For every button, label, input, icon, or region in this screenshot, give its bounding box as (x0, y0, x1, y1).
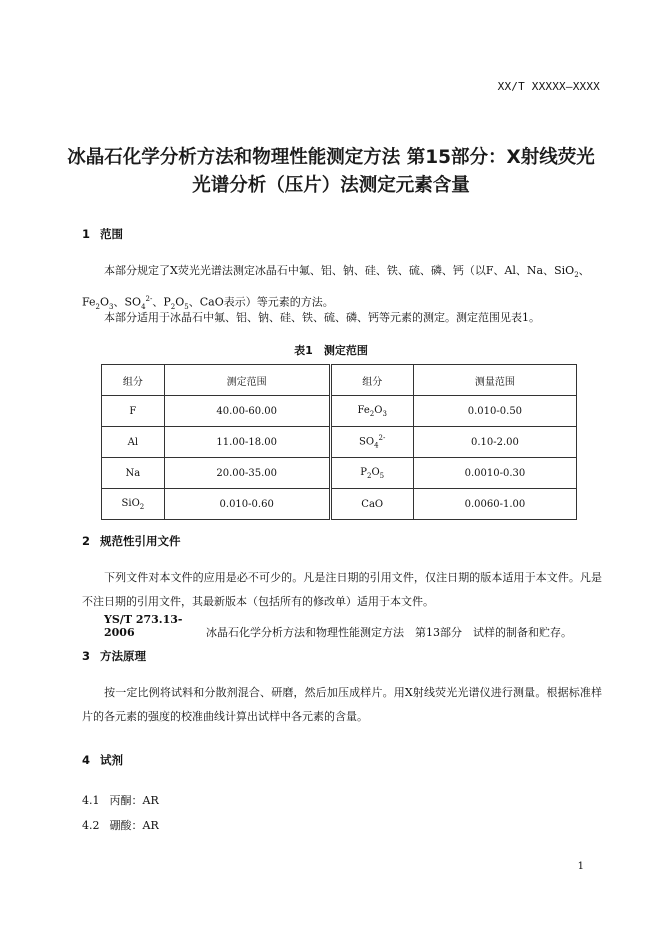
table-row (102, 489, 577, 520)
superscript: 2- (378, 434, 386, 443)
section-4-heading (82, 752, 123, 768)
table-row (102, 396, 577, 427)
text-run: 本部分适用于冰晶石中氟、铝、钠、硅、铁、硫、磷、钙等元素的测定。测定范围见表1。 (104, 311, 540, 324)
table-cell: CaO (330, 489, 413, 520)
subscript: 2 (139, 502, 145, 511)
subscript: 3 (382, 409, 387, 418)
text-run: SiO (121, 497, 140, 509)
section-title: 规范性引用文件 (100, 534, 181, 548)
subscript: 2 (95, 303, 101, 312)
table-caption: 表1 测定范围 (294, 344, 368, 357)
subscript: 2 (367, 471, 372, 480)
table-cell: 20.00-35.00 (164, 458, 330, 489)
reference-code: YS/T 273.13-2006 (104, 613, 183, 639)
text-run: P (360, 466, 367, 478)
subscript: 4 (141, 303, 146, 312)
page-number: 1 (577, 861, 584, 872)
subscript: 4 (374, 441, 379, 450)
table-cell: 0.010-0.50 (413, 396, 576, 427)
text-run: SO (359, 436, 375, 448)
list-item (82, 792, 159, 808)
text-run: 、P (152, 295, 171, 309)
normative-reference (104, 613, 572, 640)
table-cell: Na (102, 458, 165, 489)
section-title: 范围 (100, 227, 123, 241)
section-number: 2 (82, 534, 91, 548)
section-2-paragraph (82, 566, 602, 614)
reference-title: 冰晶石化学分析方法和物理性能测定方法 第13部分 试样的制备和贮存。 (206, 626, 572, 639)
subscript: 2 (170, 303, 176, 312)
table-cell: 0.0010-0.30 (413, 458, 576, 489)
title-line-2: 光谱分析（压片）法测定元素含量 (192, 175, 470, 196)
subscript: 5 (184, 303, 189, 312)
table-header-row (102, 365, 577, 396)
item-text: 硼酸：AR (109, 819, 159, 832)
subscript: 2 (369, 409, 375, 418)
section-3-heading (82, 648, 146, 664)
table-cell (330, 427, 413, 458)
section-title: 试剂 (100, 753, 123, 767)
text-run: 按一定比例将试料和分散剂混合、研磨，然后加压成样片。用X射线荧光光谱仪进行测量。根据标准样片的各元素的强度的校准曲线计算出试样中各元素的含量。 (82, 686, 602, 723)
list-item (82, 817, 159, 833)
superscript: 2- (145, 295, 153, 304)
text-run: 、 (578, 264, 590, 277)
table-cell (330, 458, 413, 489)
table-header: 组分 (330, 365, 413, 396)
table-cell: 40.00-60.00 (164, 396, 330, 427)
section-1-paragraph-2 (82, 306, 602, 330)
text-run: 、CaO表示）等元素的方法。 (188, 295, 334, 309)
text-run: 、SO (113, 295, 142, 309)
text-run: O (374, 404, 383, 416)
text-run: 下列文件对本文件的应用是必不可少的。凡是注日期的引用文件，仅注日期的版本适用于本文件。凡是不注日期的引用文件，其最新版本（包括所有的修改单）适用于本文件。 (82, 571, 602, 608)
section-number: 1 (82, 227, 91, 241)
table-header: 测定范围 (164, 365, 330, 396)
text-run: Fe (357, 404, 370, 416)
table-cell: 0.10-2.00 (413, 427, 576, 458)
table-cell: F (102, 396, 165, 427)
table-header: 测量范围 (413, 365, 576, 396)
item-text: 丙酮：AR (109, 794, 159, 807)
text-run: O (371, 466, 380, 478)
measurement-range-table (101, 364, 577, 520)
section-title: 方法原理 (100, 649, 146, 663)
text-run: 本部分规定了X荧光光谱法测定冰晶石中氟、铝、钠、硅、铁、硫、磷、钙（以F、Al、Na、SiO (104, 264, 575, 277)
table-row (102, 427, 577, 458)
subscript: 3 (109, 303, 114, 312)
text-run: Fe (82, 295, 96, 309)
item-number: 4.1 (82, 794, 100, 807)
table-header: 组分 (102, 365, 165, 396)
table-cell: 0.0060-1.00 (413, 489, 576, 520)
document-code: XX/T XXXXX—XXXX (497, 80, 600, 93)
subscript: 2 (574, 271, 579, 280)
item-number: 4.2 (82, 819, 100, 832)
table-cell (102, 489, 165, 520)
section-number: 3 (82, 649, 91, 663)
title-line-1: 冰晶石化学分析方法和物理性能测定方法 第15部分：X射线荧光 (67, 147, 595, 168)
table-cell: 11.00-18.00 (164, 427, 330, 458)
section-3-paragraph (82, 681, 602, 729)
section-2-heading (82, 533, 181, 549)
table-cell: Al (102, 427, 165, 458)
table-cell: 0.010-0.60 (164, 489, 330, 520)
table-row (102, 458, 577, 489)
section-number: 4 (82, 753, 91, 767)
text-run: O (175, 295, 185, 309)
table-cell (330, 396, 413, 427)
text-run: O (100, 295, 110, 309)
subscript: 5 (379, 471, 385, 480)
document-title (40, 144, 622, 200)
section-1-heading (82, 226, 123, 242)
